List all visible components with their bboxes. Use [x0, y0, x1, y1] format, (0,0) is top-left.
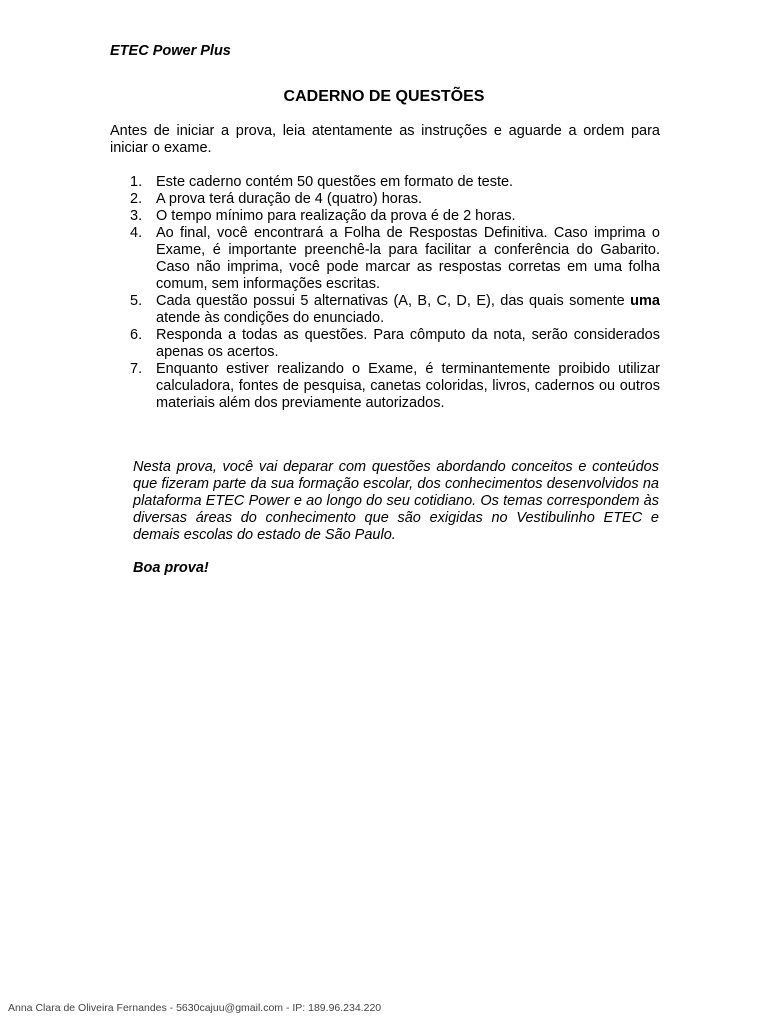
instruction-emphasis: uma	[630, 293, 660, 309]
instruction-number: 7.	[130, 361, 143, 377]
instruction-text-continued: atende às condições do enunciado.	[156, 310, 385, 326]
instruction-text: O tempo mínimo para realização da prova é de 2 horas.	[156, 208, 516, 224]
closing-message: Boa prova!	[133, 560, 209, 576]
instruction-text: A prova terá duração de 4 (quatro) horas.	[156, 191, 422, 207]
instruction-text: Ao final, você encontrará a Folha de Respostas Definitiva. Caso imprima o Exame, é importante preenchê-la para facilitar a conferência do Gabarito. Caso não imprima, você pode marcar as respostas corretas em uma folha comum, sem informações escritas.	[156, 225, 660, 292]
instruction-text: Cada questão possui 5 alternativas (A, B, C, D, E), das quais somente	[156, 293, 631, 309]
instruction-number: 6.	[130, 327, 143, 343]
footer-watermark: Anna Clara de Oliveira Fernandes - 5630cajuu@gmail.com - IP: 189.96.234.220	[8, 1002, 382, 1014]
instruction-number: 4.	[130, 225, 143, 241]
instruction-item	[110, 174, 660, 191]
page-title: CADERNO DE QUESTÕES	[283, 88, 485, 105]
instruction-item	[110, 225, 660, 293]
instruction-number: 2.	[130, 191, 143, 207]
instruction-item	[110, 191, 660, 208]
instruction-text: Responda a todas as questões. Para cômputo da nota, serão considerados apenas os acertos.	[156, 327, 660, 360]
instructions-list	[110, 174, 660, 412]
instruction-number: 3.	[130, 208, 143, 224]
instruction-item	[110, 361, 660, 412]
exam-note: Nesta prova, você vai deparar com questões abordando conceitos e conteúdos que fizeram parte da sua formação escolar, dos conhecimentos desenvolvidos na plataforma ETEC Power e ao longo do seu cotidiano. Os temas correspondem às diversas áreas do conhecimento que são exigidas no Vestibulinho ETEC e demais escolas do estado de São Paulo.	[133, 459, 659, 543]
instruction-text: Este caderno contém 50 questões em formato de teste.	[156, 174, 514, 190]
document-header: ETEC Power Plus	[110, 43, 231, 59]
instruction-item	[110, 208, 660, 225]
instruction-text: Enquanto estiver realizando o Exame, é terminantemente proibido utilizar calculadora, fontes de pesquisa, canetas coloridas, livros, cadernos ou outros materiais além dos previamente autorizados.	[156, 361, 660, 411]
instruction-number: 5.	[130, 293, 143, 309]
intro-paragraph: Antes de iniciar a prova, leia atentamente as instruções e aguarde a ordem para iniciar o exame.	[110, 123, 660, 156]
instruction-item	[110, 327, 660, 361]
instruction-number: 1.	[130, 174, 143, 190]
instruction-item	[110, 293, 660, 327]
